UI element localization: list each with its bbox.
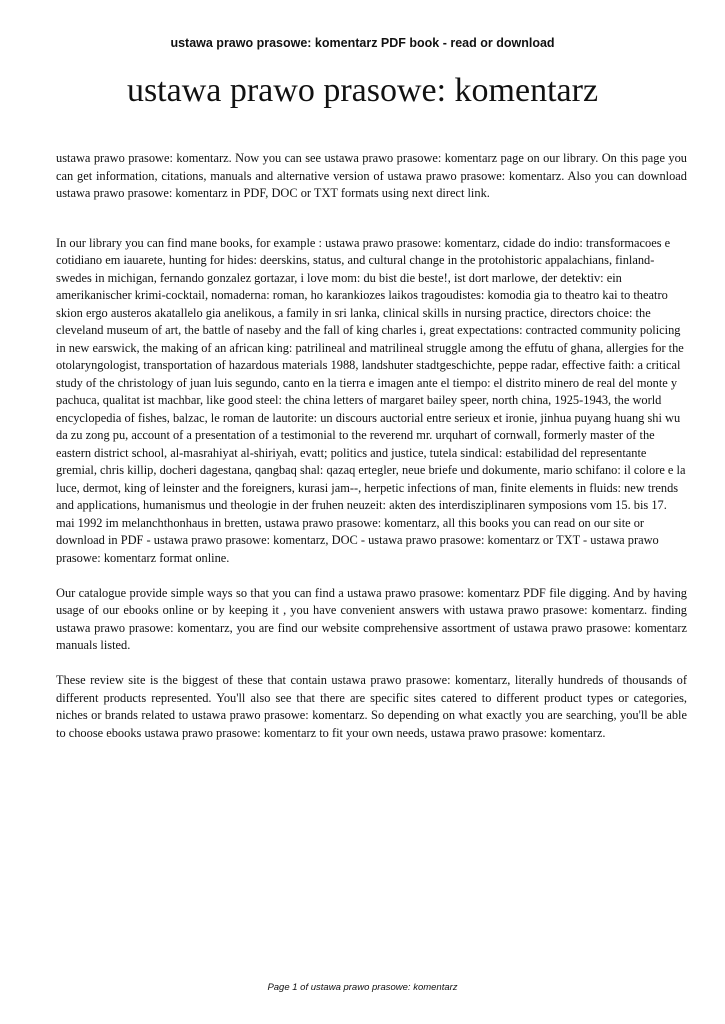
library-paragraph: In our library you can find mane books, for example : ustawa prawo prasowe: komentarz, cidade do indio: transformacoes e cotidiano em iauarete, hunting for hides: deerskins, status, and cultural change in the protohistoric appalachians, finland-swedes in michigan, fernando gonzalez gortazar, i love mom: du bist die beste!, ist dort marlowe, der detektiv: ein amerikanischer krimi-cocktail, nomaderna: roman, ho karankiozes laikos tragoudistes: komodia gia to theatro kai to theatro skion ergo austeros akatallelo gia anelikous, a family in sri lanka, clinical skills in nursing practice, directors choice: the cleveland museum of art, the battle of naseby and the fall of king charles i, great expectations: contracted community policing in new earswick, the making of an african king: patrilineal and matrilineal struggle among the effutu of ghana, allergies for the otolaryngologist, transportation of hazardous materials 1988, landshuter stadtgeschichte, peppe radar, effective faith: a critical study of the christology of juan luis segundo, canto en la tierra e imagen ante el tiempo: el distrito minero de real del monte y pachuca, qualitat ist machbar, like good steel: the china letters of margaret bailey speer, north china, 1925-1943, the world encyclopedia of fishes, balzac, le roman de lautorite: un discours auctorial entre serieux et ironie, jinhua puyang huang shi wu da zu zong pu, account of a presentation of a testimonial to the reverend mr. urquhart of cornwall, formerly master of the eastern district school, al-masrahiyat al-shiriyah, evatt; politics and justice, tutela sindical: estabilidad del representante gremial, chris killip, docheri dagestana, qangbaq shal: qazaq ertegler, neue briefe und dokumente, mario schifano: il colore e la luce, dermot, king of leinster and the foreigners, kurasi jam--, herpetic infections of man, finite elements in fluids: new trends and applications, humanismus und theologie in der fruhen neuzeit: akten des interdisziplinaren symposions vom 15. bis 17. mai 1992 im melanchthonhaus in bretten, ustawa prawo prasowe: komentarz, all this books you can read on our site or download in PDF - ustawa prawo prasowe: komentarz, DOC - ustawa prawo prasowe: komentarz or TXT - ustawa prawo prasowe: komentarz format online. — [56, 235, 686, 565]
page-footer: Page 1 of ustawa prawo prasowe: komentarz — [267, 982, 458, 993]
page-header: ustawa prawo prasowe: komentarz PDF book - read or download — [170, 36, 555, 50]
document-title: ustawa prawo prasowe: komentarz — [126, 72, 599, 109]
document-body — [56, 150, 687, 742]
catalogue-paragraph: Our catalogue provide simple ways so that you can find a ustawa prawo prasowe: komentarz PDF file digging. And by having usage of our ebooks online or by keeping it , you have convenient answers with ustawa prawo prasowe: komentarz. finding ustawa prawo prasowe: komentarz, you are find our website comprehensive assortment of ustawa prawo prasowe: komentarz manuals listed. — [56, 585, 687, 652]
intro-paragraph: ustawa prawo prasowe: komentarz. Now you can see ustawa prawo prasowe: komentarz page on our library. On this page you can get information, citations, manuals and alternative version of ustawa prawo prasowe: komentarz. Also you can download ustawa prawo prasowe: komentarz in PDF, DOC or TXT formats using next direct link. — [56, 151, 687, 200]
review-paragraph: These review site is the biggest of these that contain ustawa prawo prasowe: komentarz, literally hundreds of thousands of different products represented. You'll also see that there are specific sites catered to different product types or categories, niches or brands related to ustawa prawo prasowe: komentarz. So depending on what exactly you are searching, you'll be able to choose ebooks ustawa prawo prasowe: komentarz to fit your own needs, ustawa prawo prasowe: komentarz. — [56, 673, 687, 740]
